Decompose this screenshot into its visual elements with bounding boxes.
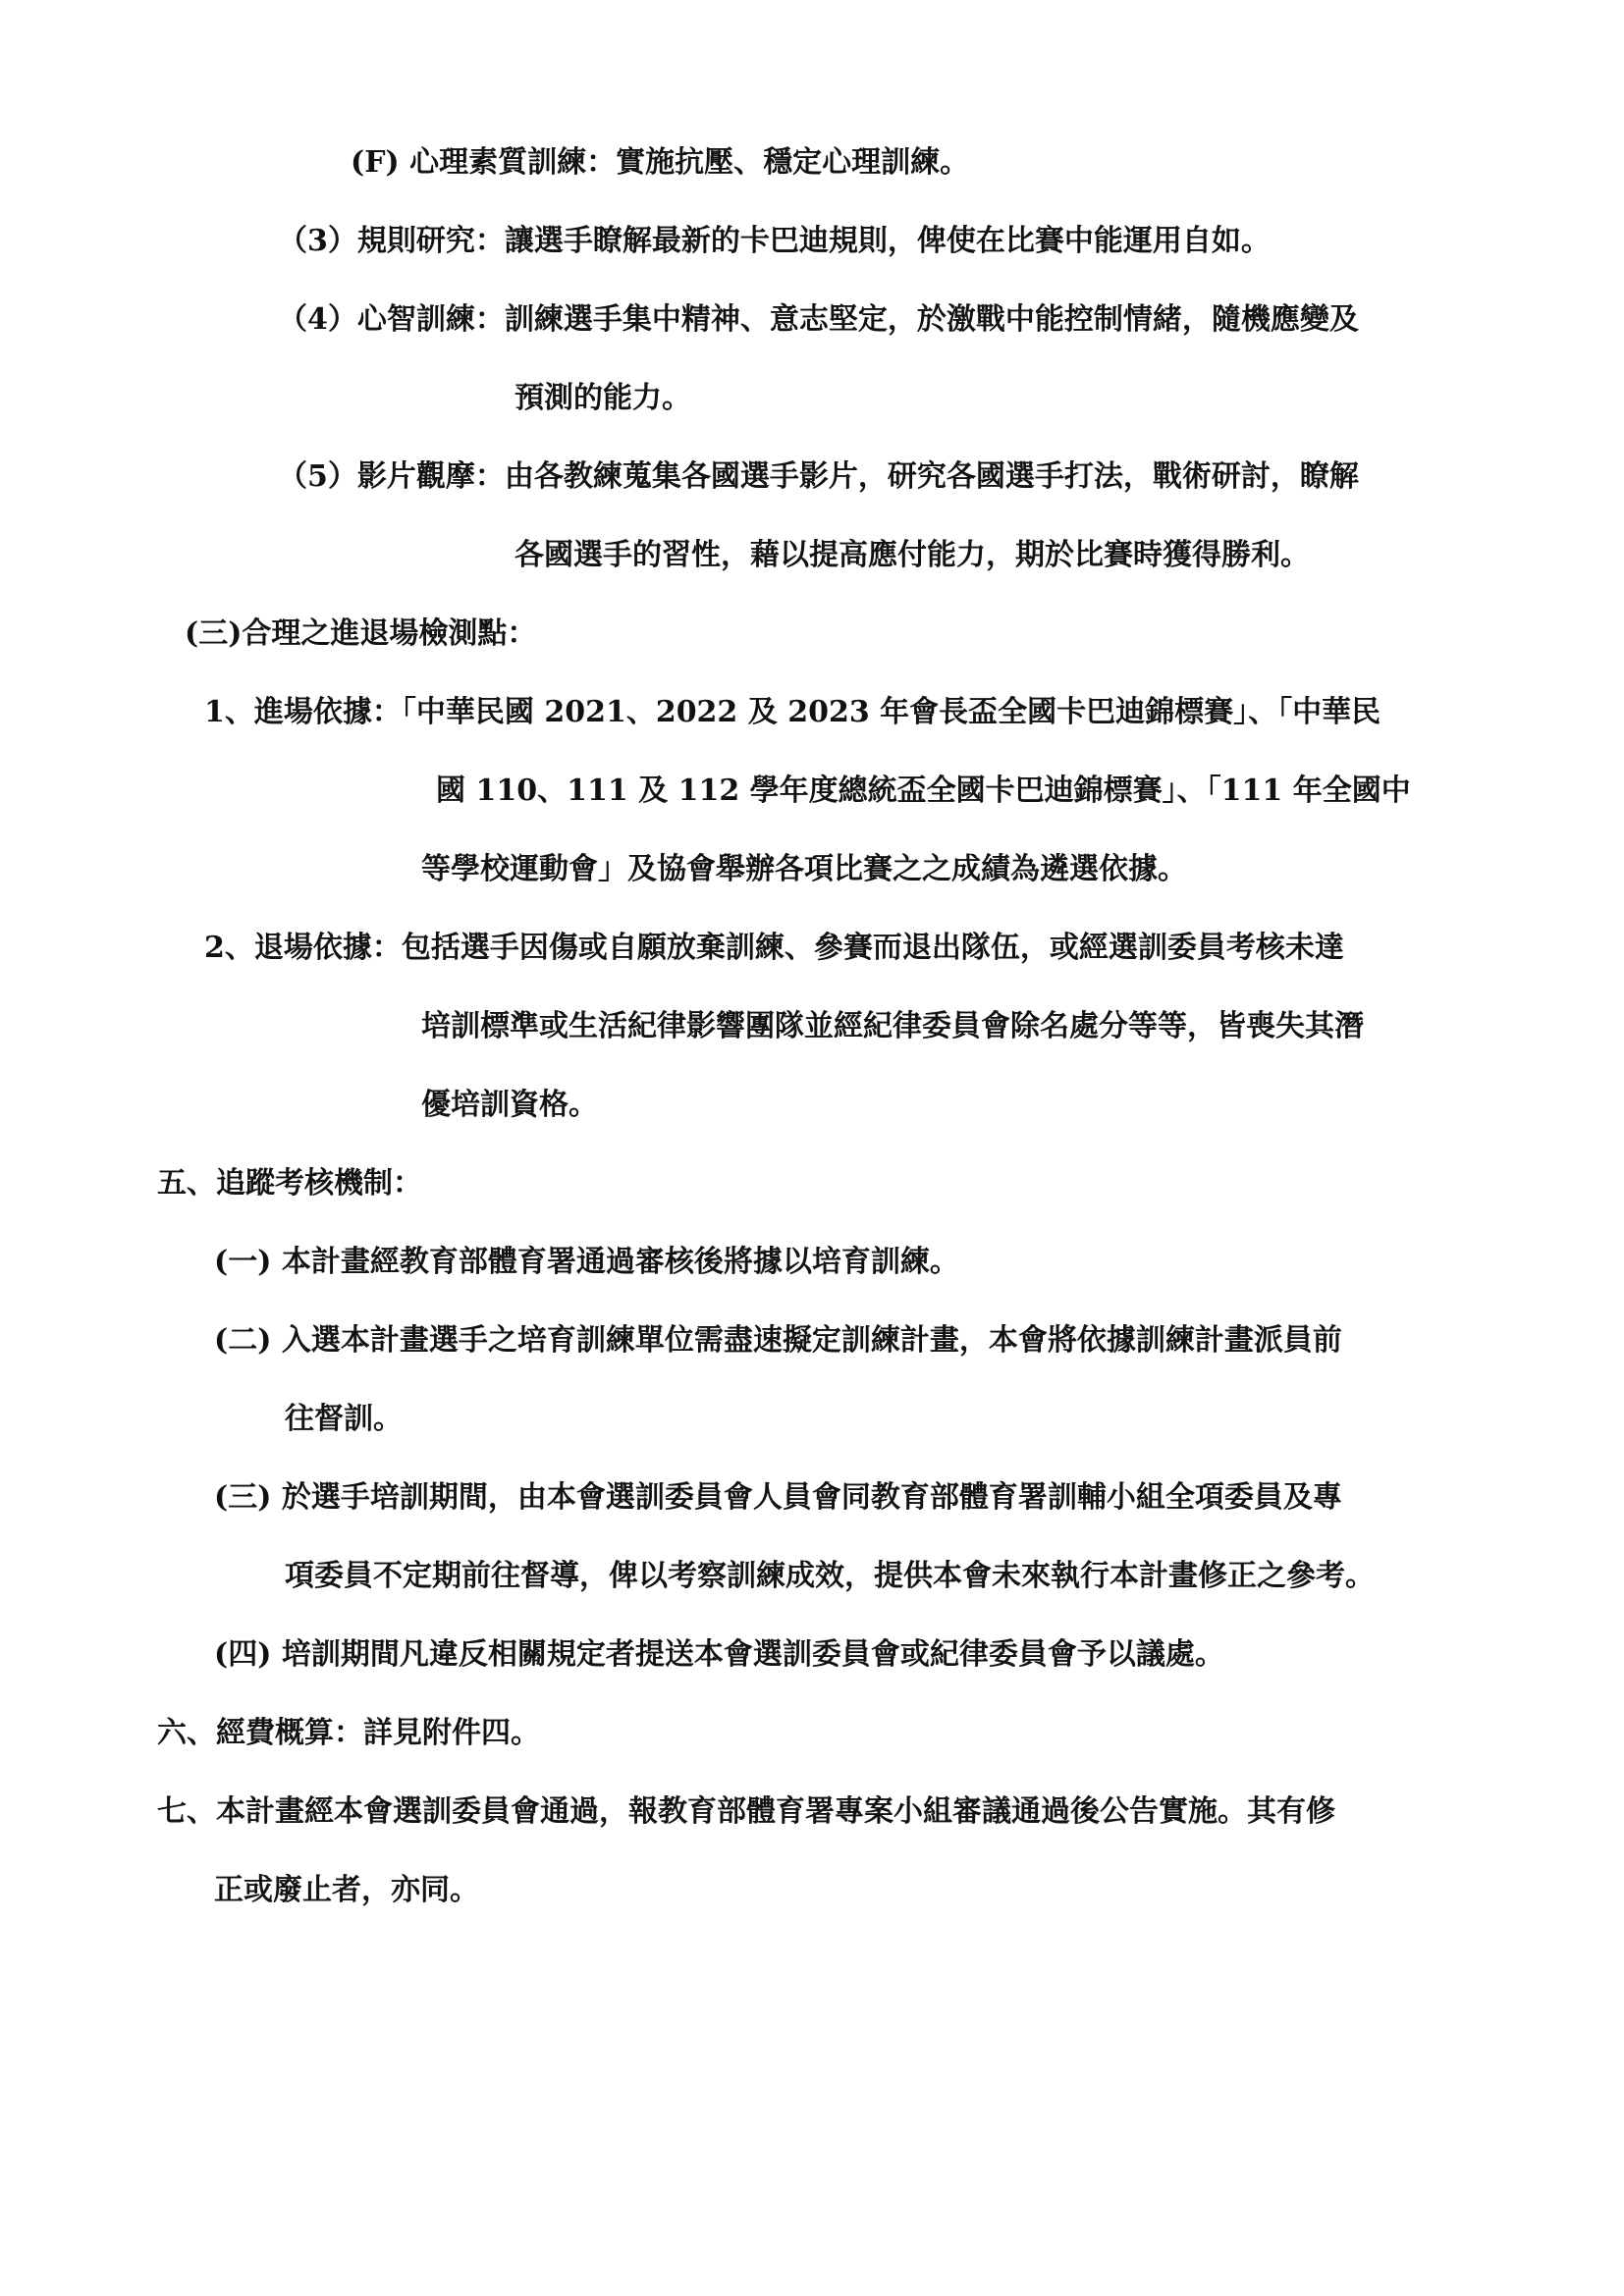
training-item-5-cont: 各國選手的習性，藉以提高應付能力，期於比賽時獲得勝利。 xyxy=(514,538,1310,572)
exit-criteria-cont-1: 培訓標準或生活紀律影響團隊並經紀律委員會除名處分等等，皆喪失其潛 xyxy=(421,1009,1364,1043)
tracking-item-3: (三) 於選手培訓期間，由本會選訓委員會人員會同教育部體育署訓輔小組全項委員及專 xyxy=(214,1480,1342,1515)
tracking-item-3-cont: 項委員不定期前往督導，俾以考察訓練成效，提供本會未來執行本計畫修正之參考。 xyxy=(285,1559,1375,1593)
tracking-item-4: (四) 培訓期間凡違反相關規定者提送本會選訓委員會或紀律委員會予以議處。 xyxy=(214,1637,1224,1672)
section-3-heading: (三)合理之進退場檢測點： xyxy=(185,616,537,651)
tracking-item-1: (一) 本計畫經教育部體育署通過審核後將據以培育訓練。 xyxy=(214,1245,959,1279)
entry-criteria-cont-1: 國 110、111 及 112 學年度總統盃全國卡巴迪錦標賽」、「111 年全國中 xyxy=(436,774,1411,808)
entry-criteria: 1、進場依據：「中華民國 2021、2022 及 2023 年會長盃全國卡巴迪錦標賽」、「中華民 xyxy=(204,695,1381,729)
training-item-3: （3）規則研究：讓選手瞭解最新的卡巴迪規則，俾使在比賽中能運用自如。 xyxy=(278,224,1271,258)
tracking-item-2: (二) 入選本計畫選手之培育訓練單位需盡速擬定訓練計畫，本會將依據訓練計畫派員前 xyxy=(214,1323,1342,1358)
entry-criteria-cont-2: 等學校運動會」及協會舉辦各項比賽之之成績為遴選依據。 xyxy=(421,852,1187,886)
section-7: 七、本計畫經本會選訓委員會通過，報教育部體育署專案小組審議通過後公告實施。其有修 xyxy=(157,1794,1335,1829)
exit-criteria-cont-2: 優培訓資格。 xyxy=(421,1088,598,1122)
training-item-4: （4）心智訓練：訓練選手集中精神、意志堅定，於激戰中能控制情緒，隨機應變及 xyxy=(278,302,1359,337)
tracking-item-2-cont: 往督訓。 xyxy=(285,1402,403,1436)
training-item-4-cont: 預測的能力。 xyxy=(514,381,691,415)
section-7-cont: 正或廢止者，亦同。 xyxy=(214,1873,479,1907)
section-6: 六、經費概算：詳見附件四。 xyxy=(157,1716,540,1750)
exit-criteria: 2、退場依據：包括選手因傷或自願放棄訓練、參賽而退出隊伍，或經選訓委員考核未達 xyxy=(204,931,1344,965)
section-5-heading: 五、追蹤考核機制： xyxy=(157,1166,422,1201)
training-item-f: (F) 心理素質訓練：實施抗壓、穩定心理訓練。 xyxy=(351,145,970,180)
training-item-5: （5）影片觀摩：由各教練蒐集各國選手影片，研究各國選手打法，戰術研討，瞭解 xyxy=(278,459,1359,494)
